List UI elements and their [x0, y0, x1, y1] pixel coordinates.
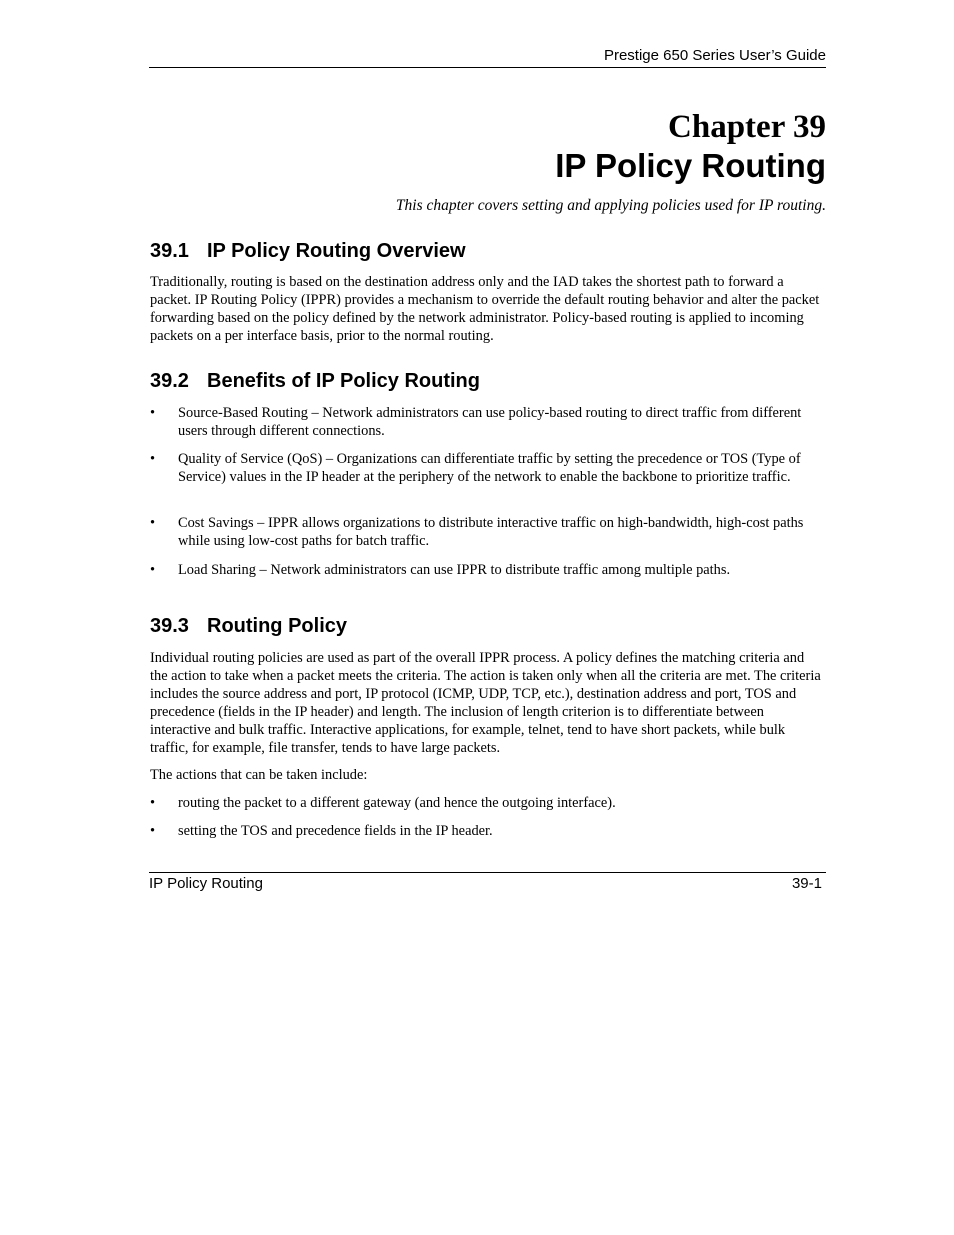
section-heading-39-3	[150, 614, 347, 638]
running-header: Prestige 650 Series User’s Guide	[603, 47, 826, 64]
section-heading-39-1	[150, 239, 466, 263]
section-heading-39-2	[150, 369, 480, 393]
section-paragraph: The actions that can be taken include:	[150, 767, 368, 783]
section-number: 39.2	[150, 370, 189, 392]
bullet-text: Quality of Service (QoS) – Organizations can differentiate traffic by setting the precedence or TOS (Type of Service) values in the IP header at the periphery of the network to enable the backbone to prioritize traffic.	[178, 451, 801, 485]
bullet-dot: •	[150, 823, 156, 839]
section-title: Routing Policy	[207, 615, 347, 637]
section-paragraph: Individual routing policies are used as part of the overall IPPR process. A policy defines the matching criteria and the action to take when a packet meets the criteria. The action is taken only when all the criteria are met. The criteria includes the source address and port, IP protocol (ICMP, UDP, TCP, etc.), destination address and port, TOS and precedence (fields in the IP header) and length. The inclusion of length criterion is to differentiate between interactive and bulk traffic. Interactive applications, for example, telnet, tend to have short packets, while bulk traffic, for example, file transfer, tends to have large packets.	[150, 650, 821, 756]
bullet-text: Source-Based Routing – Network administrators can use policy-based routing to direct traffic from different users through different connections.	[178, 405, 802, 439]
section-title: IP Policy Routing Overview	[207, 240, 466, 262]
section-title: Benefits of IP Policy Routing	[207, 370, 480, 392]
footer-chapter-title: IP Policy Routing	[149, 875, 263, 892]
bullet-dot: •	[150, 451, 156, 467]
bullet-dot: •	[150, 562, 156, 578]
bullet-dot: •	[150, 405, 156, 421]
bullet-text: routing the packet to a different gateway (and hence the outgoing interface).	[178, 795, 616, 811]
chapter-title: IP Policy Routing	[555, 147, 826, 184]
bullet-text: Load Sharing – Network administrators can use IPPR to distribute traffic among multiple paths.	[178, 562, 731, 578]
bullet-dot: •	[150, 515, 156, 531]
chapter-intro: This chapter covers setting and applying policies used for IP routing.	[395, 197, 826, 214]
section-number: 39.1	[150, 240, 189, 262]
header-rule	[149, 67, 826, 68]
footer-rule	[149, 872, 826, 873]
section-number: 39.3	[150, 615, 189, 637]
bullet-dot: •	[150, 795, 156, 811]
bullet-text: Cost Savings – IPPR allows organizations to distribute interactive traffic on high-bandwidth, high-cost paths while using low-cost paths for batch traffic.	[178, 515, 804, 549]
chapter-number: Chapter 39	[668, 109, 826, 145]
section-paragraph: Traditionally, routing is based on the destination address only and the IAD takes the shortest path to forward a packet. IP Routing Policy (IPPR) provides a mechanism to override the default routing behavior and alter the packet forwarding based on the policy defined by the network administrator. Policy-based routing is applied to incoming packets on a per interface basis, prior to the normal routing.	[150, 274, 820, 344]
footer-page-number: 39-1	[791, 875, 822, 892]
bullet-text: setting the TOS and precedence fields in the IP header.	[178, 823, 493, 839]
